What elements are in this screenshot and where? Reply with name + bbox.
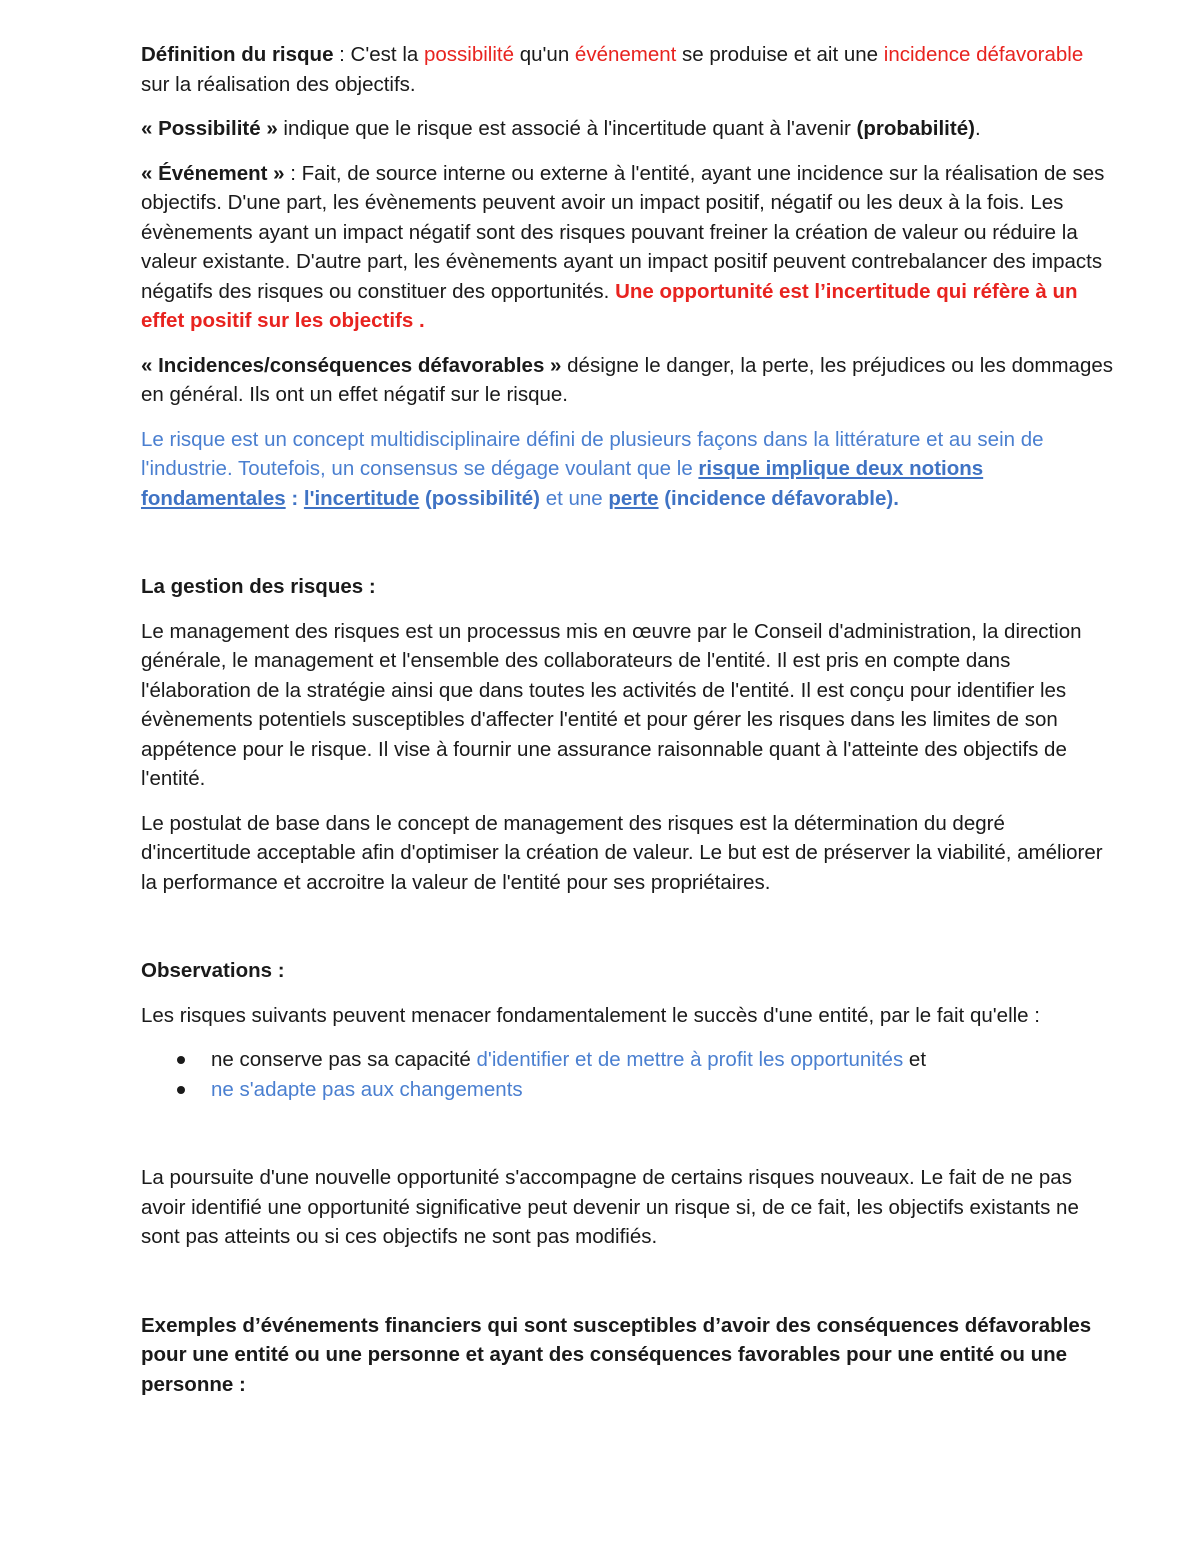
evenement-paragraph	[141, 159, 1116, 336]
exemples-heading: Exemples d’événements financiers qui sont susceptibles d’avoir des conséquences défavorables pour une entité ou une personne et ayant des conséquences favorables pour une entité ou une personne :	[141, 1313, 1092, 1396]
text-run: :	[285, 486, 304, 510]
spacer	[141, 1267, 1116, 1311]
incidences-paragraph	[141, 351, 1116, 410]
text-run: se produise et ait une	[676, 43, 884, 66]
observations-list	[141, 1045, 1116, 1104]
spacer	[141, 1119, 1116, 1163]
highlight-possibilite: possibilité	[423, 43, 514, 66]
text-run: et une	[540, 486, 609, 510]
perte-link: perte	[608, 486, 659, 510]
text-run: ne s'adapte pas aux changements	[211, 1077, 523, 1101]
text-run: ne conserve pas sa capacité	[211, 1048, 477, 1071]
definition-term: Définition du risque	[141, 43, 334, 66]
bullet-icon	[177, 1086, 185, 1094]
text-run: (possibilité)	[419, 486, 540, 510]
opportunite-paragraph: La poursuite d'une nouvelle opportunité s'accompagne de certains risques nouveaux. Le fait de ne pas avoir identifié une opportunité significative peut devenir un risque si, de ce fait, les objectifs existants ne sont pas atteints ou si ces objectifs ne sont pas modifiés.	[141, 1166, 1079, 1248]
document-page	[141, 40, 1116, 1414]
text-run: : C'est la	[333, 43, 424, 66]
incidences-term: « Incidences/conséquences défavorables »	[141, 353, 562, 377]
text-run: Le risque est un concept multidisciplinaire défini de plusieurs façons dans la littérature et au sein de l'industrie. Toutefois, un consensus se dégage voulant que le	[141, 427, 1044, 480]
probabilite-term: (probabilité)	[856, 117, 975, 140]
observations-intro: Les risques suivants peuvent menacer fondamentalement le succès d'une entité, par le fait qu'elle :	[141, 1003, 1040, 1027]
gestion-heading: La gestion des risques :	[141, 575, 376, 598]
possibilite-term: « Possibilité »	[141, 117, 278, 140]
gestion-paragraph-1: Le management des risques est un processus mis en œuvre par le Conseil d'administration, la direction générale, le management et l'ensemble des collaborateurs de l'entité. Il est pris en compte dans l'élaboration de la stratégie ainsi que dans toutes les activités de l'entité. Il est conçu pour identifier les évènements potentiels susceptibles d'affecter l'entité et pour gérer les risques dans les limites de son appétence pour le risque. Il vise à fournir une assurance raisonnable quant à l'atteinte des objectifs de l'entité.	[141, 619, 1082, 790]
text-run: : Fait, de source interne ou externe à l'entité, ayant une incidence sur la réalisation de ses objectifs. D'une part, les évènements peuvent avoir un impact positif, négatif ou les deux à la fois. Les évènements ayant un impact négatif sont des risques pouvant freiner la création de valeur ou réduire la valeur existante. D'autre part, les évènements ayant un impact positif peuvent contrebalancer des impacts négatifs des risques ou constituer des opportunités.	[141, 161, 1105, 303]
notions-fondamentales-link: risque implique deux notions fondamentales	[141, 457, 984, 510]
text-run: d'identifier et de mettre à profit les opportunités	[476, 1048, 904, 1071]
text-run: indique que le risque est associé à l'incertitude quant à l'avenir	[277, 117, 857, 140]
highlight-incidence: incidence défavorable	[883, 43, 1084, 66]
possibilite-paragraph	[141, 114, 1116, 144]
bullet-icon	[177, 1056, 185, 1064]
text-run: et	[903, 1048, 927, 1071]
list-item	[141, 1075, 1116, 1105]
text-run: sur la réalisation des objectifs.	[141, 72, 416, 96]
text-run: désigne le danger, la perte, les préjudices ou les dommages en général. Ils ont un effet négatif sur le risque.	[141, 353, 1114, 406]
list-item	[141, 1045, 1116, 1075]
definition-paragraph	[141, 40, 1116, 99]
observations-heading: Observations :	[141, 959, 285, 982]
spacer	[141, 528, 1116, 572]
spacer	[141, 912, 1116, 956]
text-run: (incidence défavorable).	[658, 486, 899, 510]
highlight-evenement: événement	[574, 43, 677, 66]
incertitude-link: l'incertitude	[303, 486, 420, 510]
evenement-term: « Événement »	[141, 161, 285, 185]
concept-paragraph	[141, 425, 1116, 514]
text-run: qu'un	[514, 43, 575, 66]
gestion-paragraph-2: Le postulat de base dans le concept de management des risques est la détermination du degré d'incertitude acceptable afin d'optimiser la création de valeur. Le but est de préserver la viabilité, améliorer la performance et accroitre la valeur de l'entité pour ses propriétaires.	[141, 811, 1103, 894]
text-run: .	[974, 117, 981, 140]
opportunite-definition: Une opportunité est l’incertitude qui réfère à un effet positif sur les objectifs .	[141, 279, 1078, 332]
